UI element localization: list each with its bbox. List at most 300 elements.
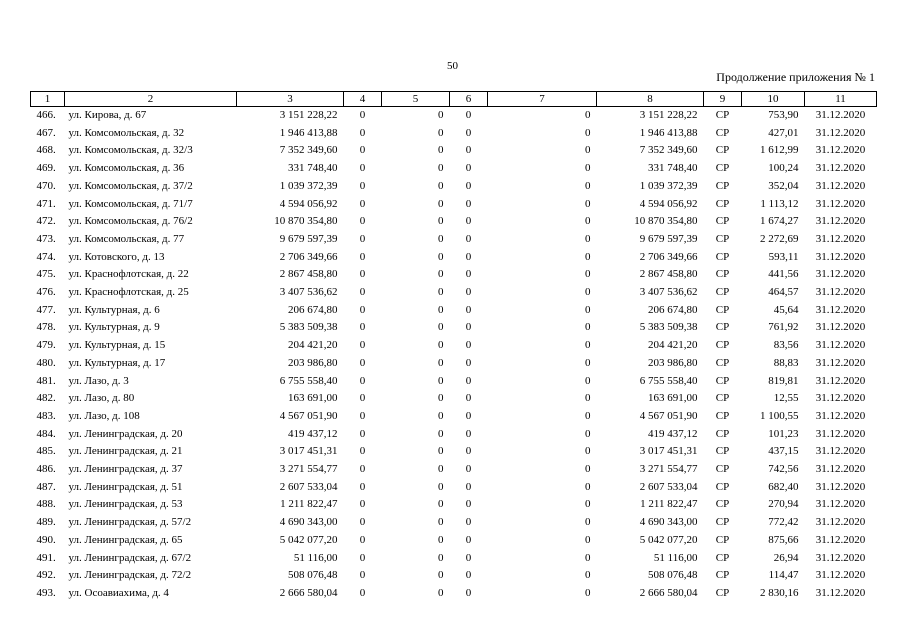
amount-col3: 3 151 228,22 bbox=[279, 109, 338, 121]
value-col7: 0 bbox=[585, 586, 591, 599]
value-col4: 0 bbox=[359, 445, 366, 458]
amount-col3: 1 211 822,47 bbox=[280, 498, 338, 511]
amount-col3: 1 039 372,39 bbox=[279, 179, 338, 192]
amount-col3: 4 567 051,90 bbox=[279, 409, 338, 422]
value-col6: 0 bbox=[465, 480, 472, 493]
amount-col8: 508 076,48 bbox=[648, 569, 698, 582]
value-col7: 0 bbox=[585, 356, 591, 369]
address: ул. Культурная, д. 15 bbox=[68, 339, 166, 352]
value-col7: 0 bbox=[585, 409, 591, 422]
date-col11: 31.12.2020 bbox=[815, 409, 866, 422]
value-col10: 352,04 bbox=[768, 179, 799, 192]
table-row bbox=[31, 390, 877, 408]
address: ул. Краснофлотская, д. 22 bbox=[68, 268, 189, 281]
value-col7: 0 bbox=[585, 533, 591, 546]
value-col6: 0 bbox=[465, 533, 472, 546]
value-col4: 0 bbox=[359, 374, 366, 387]
value-col7: 0 bbox=[585, 109, 591, 121]
amount-col3: 206 674,80 bbox=[288, 303, 338, 316]
table-row bbox=[31, 266, 877, 284]
row-number: 473. bbox=[36, 232, 56, 245]
address: ул. Ленинградская, д. 37 bbox=[68, 463, 183, 476]
date-col11: 31.12.2020 bbox=[815, 268, 866, 281]
table-row bbox=[31, 107, 877, 125]
value-col6: 0 bbox=[465, 445, 472, 458]
value-col10: 114,47 bbox=[768, 569, 799, 582]
amount-col8: 3 271 554,77 bbox=[639, 463, 698, 476]
header-cell-2: 2 bbox=[65, 92, 237, 107]
header-cell-5: 5 bbox=[382, 92, 450, 107]
value-col7: 0 bbox=[585, 303, 591, 316]
value-col6: 0 bbox=[465, 109, 472, 121]
value-col6: 0 bbox=[465, 321, 472, 334]
header-row bbox=[31, 92, 877, 107]
value-col6: 0 bbox=[465, 232, 472, 245]
header-cell-11: 11 bbox=[805, 92, 877, 107]
row-number: 485. bbox=[36, 445, 56, 458]
value-col4: 0 bbox=[359, 197, 366, 210]
value-col6: 0 bbox=[465, 374, 472, 387]
value-col5: 0 bbox=[438, 392, 444, 405]
code-col9: СР bbox=[715, 551, 730, 564]
date-col11: 31.12.2020 bbox=[815, 569, 866, 582]
date-col11: 31.12.2020 bbox=[815, 392, 866, 405]
code-col9: СР bbox=[715, 268, 730, 281]
value-col7: 0 bbox=[585, 215, 591, 228]
code-col9: СР bbox=[715, 516, 730, 529]
value-col6: 0 bbox=[465, 409, 472, 422]
continuation-label: Продолжение приложения № 1 bbox=[716, 70, 875, 84]
value-col5: 0 bbox=[438, 516, 444, 529]
code-col9: СР bbox=[715, 126, 730, 139]
address: ул. Комсомольская, д. 71/7 bbox=[68, 197, 193, 210]
table-row bbox=[31, 514, 877, 532]
table-row bbox=[31, 373, 877, 391]
data-table bbox=[30, 91, 877, 603]
header-cell-4: 4 bbox=[344, 92, 382, 107]
date-col11: 31.12.2020 bbox=[815, 356, 866, 369]
value-col5: 0 bbox=[438, 144, 444, 157]
value-col10: 427,01 bbox=[768, 126, 799, 139]
table-row bbox=[31, 196, 877, 214]
value-col7: 0 bbox=[585, 498, 591, 511]
row-number: 479. bbox=[36, 339, 56, 352]
page-number: 50 bbox=[447, 60, 458, 72]
value-col7: 0 bbox=[585, 480, 591, 493]
code-col9: СР bbox=[715, 533, 730, 546]
address: ул. Культурная, д. 9 bbox=[68, 321, 160, 334]
value-col7: 0 bbox=[585, 321, 591, 334]
value-col6: 0 bbox=[465, 268, 472, 281]
value-col4: 0 bbox=[359, 498, 366, 511]
value-col4: 0 bbox=[359, 533, 366, 546]
row-number: 468. bbox=[36, 144, 56, 157]
address: ул. Комсомольская, д. 37/2 bbox=[68, 179, 193, 192]
address: ул. Культурная, д. 17 bbox=[68, 356, 166, 369]
amount-col3: 51 116,00 bbox=[293, 551, 338, 564]
table-row bbox=[31, 284, 877, 302]
code-col9: СР bbox=[715, 339, 730, 352]
row-number: 487. bbox=[36, 480, 56, 493]
address: ул. Комсомольская, д. 77 bbox=[68, 232, 185, 245]
header-cell-7: 7 bbox=[488, 92, 597, 107]
row-number: 475. bbox=[36, 268, 56, 281]
code-col9: СР bbox=[715, 463, 730, 476]
amount-col3: 9 679 597,39 bbox=[279, 232, 338, 245]
value-col10: 1 113,12 bbox=[760, 197, 799, 210]
value-col5: 0 bbox=[438, 409, 444, 422]
amount-col3: 3 407 536,62 bbox=[279, 286, 338, 299]
value-col5: 0 bbox=[438, 551, 444, 564]
address: ул. Ленинградская, д. 57/2 bbox=[68, 516, 192, 529]
address: ул. Комсомольская, д. 32/3 bbox=[68, 144, 193, 157]
table-row bbox=[31, 142, 877, 160]
date-col11: 31.12.2020 bbox=[815, 516, 866, 529]
row-number: 491. bbox=[36, 551, 56, 564]
value-col4: 0 bbox=[359, 286, 366, 299]
date-col11: 31.12.2020 bbox=[815, 374, 866, 387]
amount-col8: 3 017 451,31 bbox=[639, 445, 698, 458]
amount-col8: 9 679 597,39 bbox=[639, 232, 698, 245]
code-col9: СР bbox=[715, 498, 730, 511]
amount-col3: 2 706 349,66 bbox=[279, 250, 338, 263]
header-cell-8: 8 bbox=[597, 92, 704, 107]
value-col7: 0 bbox=[585, 126, 591, 139]
amount-col3: 10 870 354,80 bbox=[274, 215, 338, 228]
value-col5: 0 bbox=[438, 533, 444, 546]
value-col6: 0 bbox=[465, 126, 472, 139]
value-col4: 0 bbox=[359, 303, 366, 316]
date-col11: 31.12.2020 bbox=[815, 144, 866, 157]
value-col7: 0 bbox=[585, 551, 591, 564]
value-col5: 0 bbox=[438, 586, 444, 599]
address: ул. Комсомольская, д. 32 bbox=[68, 126, 185, 139]
table-row bbox=[31, 231, 877, 249]
table-row bbox=[31, 567, 877, 585]
value-col10: 772,42 bbox=[768, 516, 799, 529]
date-col11: 31.12.2020 bbox=[815, 162, 866, 175]
address: ул. Осоавиахима, д. 4 bbox=[68, 586, 169, 599]
value-col10: 682,40 bbox=[768, 480, 799, 493]
header-cell-10: 10 bbox=[742, 92, 805, 107]
table-row bbox=[31, 337, 877, 355]
table-row bbox=[31, 426, 877, 444]
amount-col3: 3 017 451,31 bbox=[279, 445, 338, 458]
value-col7: 0 bbox=[585, 516, 591, 529]
amount-col8: 2 706 349,66 bbox=[639, 250, 698, 263]
row-number: 492. bbox=[36, 569, 56, 582]
row-number: 489. bbox=[36, 516, 56, 529]
code-col9: СР bbox=[715, 286, 730, 299]
value-col4: 0 bbox=[359, 321, 366, 334]
value-col4: 0 bbox=[359, 551, 366, 564]
amount-col8: 2 607 533,04 bbox=[639, 480, 698, 493]
value-col6: 0 bbox=[465, 356, 472, 369]
value-col6: 0 bbox=[465, 586, 472, 599]
date-col11: 31.12.2020 bbox=[815, 321, 866, 334]
date-col11: 31.12.2020 bbox=[815, 339, 866, 352]
value-col6: 0 bbox=[465, 498, 472, 511]
amount-col8: 7 352 349,60 bbox=[639, 144, 698, 157]
value-col6: 0 bbox=[465, 179, 472, 192]
value-col5: 0 bbox=[438, 480, 444, 493]
table-row bbox=[31, 213, 877, 231]
table-row bbox=[31, 479, 877, 497]
value-col4: 0 bbox=[359, 586, 366, 599]
amount-col8: 2 666 580,04 bbox=[639, 586, 698, 599]
row-number: 488. bbox=[36, 498, 56, 511]
value-col5: 0 bbox=[438, 303, 444, 316]
date-col11: 31.12.2020 bbox=[815, 250, 866, 263]
value-col7: 0 bbox=[585, 569, 591, 582]
value-col6: 0 bbox=[465, 463, 472, 476]
value-col4: 0 bbox=[359, 427, 366, 440]
value-col4: 0 bbox=[359, 463, 366, 476]
value-col6: 0 bbox=[465, 286, 472, 299]
table-row bbox=[31, 302, 877, 320]
row-number: 472. bbox=[36, 215, 56, 228]
value-col5: 0 bbox=[438, 569, 444, 582]
address: ул. Ленинградская, д. 65 bbox=[68, 533, 183, 546]
value-col5: 0 bbox=[438, 498, 444, 511]
row-number: 480. bbox=[36, 356, 56, 369]
value-col10: 270,94 bbox=[768, 498, 799, 511]
amount-col3: 163 691,00 bbox=[288, 392, 338, 405]
date-col11: 31.12.2020 bbox=[815, 498, 866, 511]
row-number: 483. bbox=[36, 409, 56, 422]
value-col6: 0 bbox=[465, 427, 472, 440]
value-col6: 0 bbox=[465, 303, 472, 316]
value-col7: 0 bbox=[585, 197, 591, 210]
value-col5: 0 bbox=[438, 162, 444, 175]
date-col11: 31.12.2020 bbox=[815, 463, 866, 476]
code-col9: СР bbox=[715, 392, 730, 405]
value-col7: 0 bbox=[585, 179, 591, 192]
table-row bbox=[31, 249, 877, 267]
value-col10: 2 272,69 bbox=[760, 232, 799, 245]
value-col6: 0 bbox=[465, 197, 472, 210]
amount-col8: 4 594 056,92 bbox=[639, 197, 698, 210]
value-col4: 0 bbox=[359, 109, 366, 121]
code-col9: СР bbox=[715, 374, 730, 387]
amount-col8: 331 748,40 bbox=[648, 162, 698, 175]
value-col5: 0 bbox=[438, 232, 444, 245]
amount-col3: 331 748,40 bbox=[288, 162, 338, 175]
value-col6: 0 bbox=[465, 339, 472, 352]
amount-col8: 10 870 354,80 bbox=[634, 215, 698, 228]
value-col10: 437,15 bbox=[768, 445, 799, 458]
code-col9: СР bbox=[715, 232, 730, 245]
value-col5: 0 bbox=[438, 197, 444, 210]
value-col7: 0 bbox=[585, 339, 591, 352]
amount-col8: 163 691,00 bbox=[648, 392, 698, 405]
row-number: 466. bbox=[36, 109, 56, 121]
date-col11: 31.12.2020 bbox=[815, 551, 866, 564]
address: ул. Лазо, д. 80 bbox=[68, 392, 135, 405]
row-number: 469. bbox=[36, 162, 56, 175]
value-col5: 0 bbox=[438, 126, 444, 139]
value-col4: 0 bbox=[359, 215, 366, 228]
amount-col3: 2 607 533,04 bbox=[279, 480, 338, 493]
row-number: 477. bbox=[36, 303, 56, 316]
value-col6: 0 bbox=[465, 144, 472, 157]
table-row bbox=[31, 160, 877, 178]
value-col6: 0 bbox=[465, 551, 472, 564]
table-body bbox=[31, 107, 877, 603]
value-col4: 0 bbox=[359, 268, 366, 281]
amount-col8: 419 437,12 bbox=[648, 427, 698, 440]
value-col4: 0 bbox=[359, 480, 366, 493]
value-col10: 83,56 bbox=[773, 339, 799, 352]
address: ул. Ленинградская, д. 67/2 bbox=[68, 551, 192, 564]
value-col4: 0 bbox=[359, 179, 366, 192]
date-col11: 31.12.2020 bbox=[815, 303, 866, 316]
table-row bbox=[31, 319, 877, 337]
value-col5: 0 bbox=[438, 179, 444, 192]
table-row bbox=[31, 125, 877, 143]
amount-col3: 6 755 558,40 bbox=[279, 374, 338, 387]
value-col5: 0 bbox=[438, 321, 444, 334]
table-row bbox=[31, 532, 877, 550]
value-col10: 819,81 bbox=[768, 374, 799, 387]
value-col4: 0 bbox=[359, 339, 366, 352]
amount-col3: 419 437,12 bbox=[288, 427, 338, 440]
code-col9: СР bbox=[715, 197, 730, 210]
amount-col8: 1 211 822,47 bbox=[640, 498, 698, 511]
amount-col8: 1 039 372,39 bbox=[639, 179, 698, 192]
amount-col3: 1 946 413,88 bbox=[279, 126, 338, 139]
value-col6: 0 bbox=[465, 250, 472, 263]
code-col9: СР bbox=[715, 586, 730, 599]
value-col10: 464,57 bbox=[768, 286, 799, 299]
value-col10: 1 612,99 bbox=[760, 144, 799, 157]
value-col10: 101,23 bbox=[768, 427, 799, 440]
row-number: 481. bbox=[36, 374, 56, 387]
table-row bbox=[31, 585, 877, 603]
value-col5: 0 bbox=[438, 286, 444, 299]
row-number: 467. bbox=[36, 126, 56, 139]
value-col5: 0 bbox=[438, 445, 444, 458]
code-col9: СР bbox=[715, 321, 730, 334]
address: ул. Ленинградская, д. 21 bbox=[68, 445, 183, 458]
row-number: 471. bbox=[36, 197, 56, 210]
code-col9: СР bbox=[715, 409, 730, 422]
date-col11: 31.12.2020 bbox=[815, 445, 866, 458]
value-col6: 0 bbox=[465, 392, 472, 405]
address: ул. Комсомольская, д. 36 bbox=[68, 162, 185, 175]
header-cell-3: 3 bbox=[237, 92, 344, 107]
code-col9: СР bbox=[715, 356, 730, 369]
value-col4: 0 bbox=[359, 516, 366, 529]
amount-col8: 206 674,80 bbox=[648, 303, 698, 316]
value-col7: 0 bbox=[585, 286, 591, 299]
value-col10: 875,66 bbox=[768, 533, 799, 546]
value-col4: 0 bbox=[359, 250, 366, 263]
value-col6: 0 bbox=[465, 516, 472, 529]
header-cell-9: 9 bbox=[704, 92, 742, 107]
amount-col3: 508 076,48 bbox=[288, 569, 338, 582]
value-col10: 753,90 bbox=[768, 109, 799, 121]
table-row bbox=[31, 496, 877, 514]
amount-col8: 5 042 077,20 bbox=[639, 533, 698, 546]
code-col9: СР bbox=[715, 445, 730, 458]
amount-col3: 5 042 077,20 bbox=[279, 533, 338, 546]
amount-col3: 2 666 580,04 bbox=[279, 586, 338, 599]
amount-col8: 1 946 413,88 bbox=[639, 126, 698, 139]
amount-col8: 4 567 051,90 bbox=[639, 409, 698, 422]
row-number: 476. bbox=[36, 286, 56, 299]
table-row bbox=[31, 461, 877, 479]
value-col10: 88,83 bbox=[773, 356, 799, 369]
value-col7: 0 bbox=[585, 162, 591, 175]
date-col11: 31.12.2020 bbox=[815, 286, 866, 299]
code-col9: СР bbox=[715, 250, 730, 263]
value-col7: 0 bbox=[585, 144, 591, 157]
code-col9: СР bbox=[715, 303, 730, 316]
date-col11: 31.12.2020 bbox=[815, 586, 866, 599]
amount-col8: 51 116,00 bbox=[653, 551, 698, 564]
value-col10: 1 100,55 bbox=[760, 409, 799, 422]
value-col6: 0 bbox=[465, 162, 472, 175]
row-number: 490. bbox=[36, 533, 56, 546]
value-col7: 0 bbox=[585, 232, 591, 245]
header-cell-1: 1 bbox=[31, 92, 65, 107]
value-col4: 0 bbox=[359, 126, 366, 139]
value-col7: 0 bbox=[585, 392, 591, 405]
amount-col3: 4 690 343,00 bbox=[279, 516, 338, 529]
table-row bbox=[31, 178, 877, 196]
amount-col3: 3 271 554,77 bbox=[279, 463, 338, 476]
value-col7: 0 bbox=[585, 445, 591, 458]
value-col5: 0 bbox=[438, 109, 444, 121]
value-col4: 0 bbox=[359, 569, 366, 582]
value-col7: 0 bbox=[585, 374, 591, 387]
amount-col3: 204 421,20 bbox=[288, 339, 338, 352]
value-col7: 0 bbox=[585, 427, 591, 440]
address: ул. Краснофлотская, д. 25 bbox=[68, 286, 189, 299]
date-col11: 31.12.2020 bbox=[815, 197, 866, 210]
row-number: 482. bbox=[36, 392, 56, 405]
value-col7: 0 bbox=[585, 250, 591, 263]
amount-col8: 5 383 509,38 bbox=[639, 321, 698, 334]
table-row bbox=[31, 355, 877, 373]
address: ул. Ленинградская, д. 20 bbox=[68, 427, 183, 440]
value-col4: 0 bbox=[359, 392, 366, 405]
row-number: 474. bbox=[36, 250, 56, 263]
amount-col3: 2 867 458,80 bbox=[279, 268, 338, 281]
date-col11: 31.12.2020 bbox=[815, 533, 866, 546]
address: ул. Лазо, д. 3 bbox=[68, 374, 129, 387]
amount-col8: 6 755 558,40 bbox=[639, 374, 698, 387]
amount-col8: 4 690 343,00 bbox=[639, 516, 698, 529]
code-col9: СР bbox=[715, 162, 730, 175]
amount-col3: 5 383 509,38 bbox=[279, 321, 338, 334]
amount-col8: 204 421,20 bbox=[648, 339, 698, 352]
date-col11: 31.12.2020 bbox=[815, 427, 866, 440]
amount-col8: 3 407 536,62 bbox=[639, 286, 698, 299]
value-col4: 0 bbox=[359, 162, 366, 175]
value-col4: 0 bbox=[359, 232, 366, 245]
code-col9: СР bbox=[715, 144, 730, 157]
amount-col8: 2 867 458,80 bbox=[639, 268, 698, 281]
amount-col3: 4 594 056,92 bbox=[279, 197, 338, 210]
amount-col8: 203 986,80 bbox=[648, 356, 698, 369]
row-number: 493. bbox=[36, 586, 56, 599]
address: ул. Ленинградская, д. 51 bbox=[68, 480, 183, 493]
value-col6: 0 bbox=[465, 215, 472, 228]
date-col11: 31.12.2020 bbox=[815, 179, 866, 192]
value-col5: 0 bbox=[438, 250, 444, 263]
